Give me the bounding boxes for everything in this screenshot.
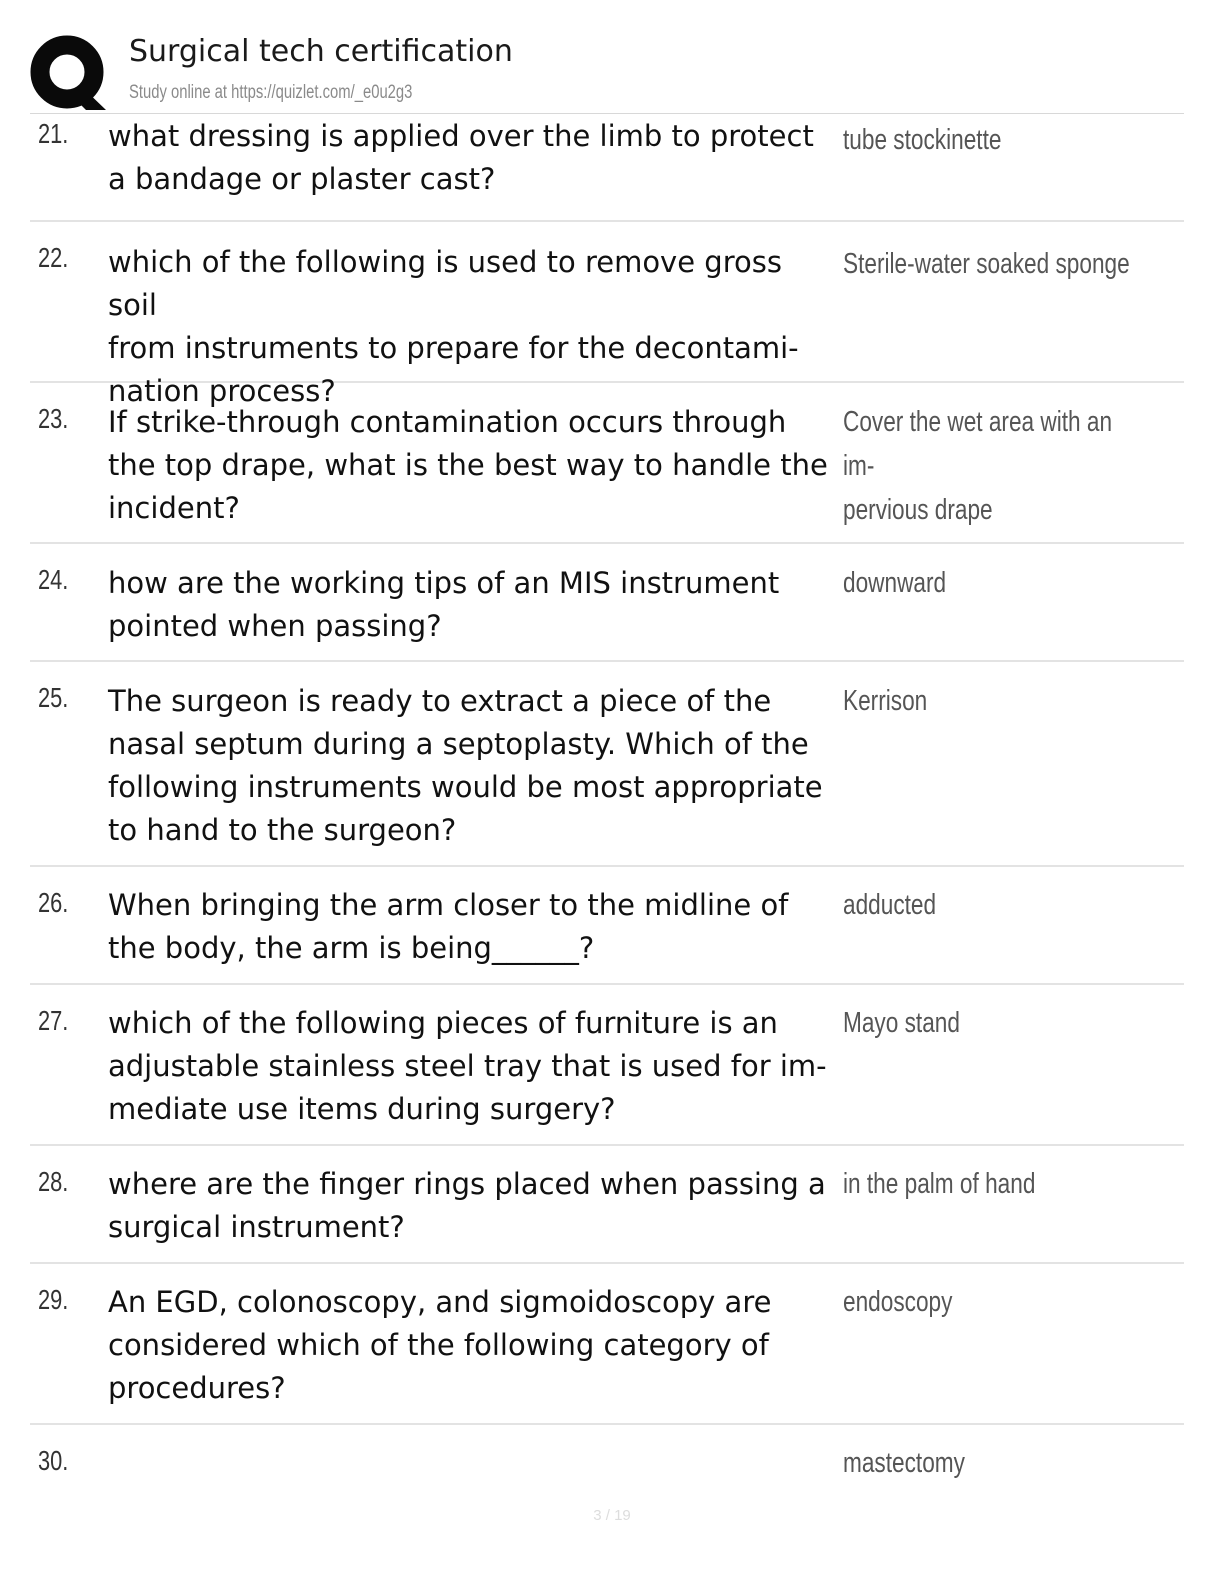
card-number: 27. bbox=[38, 1005, 69, 1036]
card-definition: in the palm of hand bbox=[843, 1168, 1036, 1200]
page-header bbox=[30, 28, 1184, 114]
card-number: 21. bbox=[38, 118, 69, 149]
card-number: 25. bbox=[38, 682, 69, 713]
page-number: 3 / 19 bbox=[593, 1507, 631, 1524]
study-online-link[interactable]: Study online at https://quizlet.com/_e0u2g3 bbox=[129, 82, 413, 103]
card-term: The surgeon is ready to extract a piece of the nasal septum during a septoplasty. Which of the following instruments would be most appropriate to hand to the surgeon? bbox=[108, 684, 823, 847]
card-number: 23. bbox=[38, 403, 69, 434]
card-definition: mastectomy bbox=[843, 1447, 965, 1479]
card-definition: tube stockinette bbox=[843, 124, 1002, 156]
flashcard-list bbox=[30, 114, 1184, 1495]
card-term: which of the following pieces of furniture is an adjustable stainless steel tray that is used for im- mediate use items during surgery? bbox=[108, 1006, 827, 1126]
card-definition: Mayo stand bbox=[843, 1007, 960, 1039]
flashcard-row bbox=[30, 544, 1184, 662]
quizlet-q-logo-icon bbox=[30, 34, 108, 112]
card-definition: endoscopy bbox=[843, 1286, 953, 1318]
card-term: which of the following is used to remove gross soil from instruments to prepare for the decontami- nation process? bbox=[108, 245, 799, 408]
flashcard-row bbox=[30, 114, 1184, 222]
card-term: If strike-through contamination occurs through the top drape, what is the best way to handle the incident? bbox=[108, 405, 828, 525]
card-term: how are the working tips of an MIS instrument pointed when passing? bbox=[108, 566, 780, 643]
card-definition: downward bbox=[843, 567, 947, 599]
card-term: where are the finger rings placed when passing a surgical instrument? bbox=[108, 1167, 826, 1244]
flashcard-row bbox=[30, 867, 1184, 985]
flashcard-row bbox=[30, 222, 1184, 408]
card-term: When bringing the arm closer to the midline of the body, the arm is being______? bbox=[108, 888, 789, 965]
card-number: 24. bbox=[38, 564, 69, 595]
card-number: 29. bbox=[38, 1284, 69, 1315]
set-title: Surgical tech certification bbox=[129, 34, 513, 69]
flashcard-row bbox=[30, 1146, 1184, 1264]
card-term: what dressing is applied over the limb to protect a bandage or plaster cast? bbox=[108, 119, 814, 196]
card-number: 22. bbox=[38, 242, 69, 273]
card-definition: adducted bbox=[843, 889, 937, 921]
card-number: 30. bbox=[38, 1445, 69, 1476]
card-number: 28. bbox=[38, 1166, 69, 1197]
card-definition: Kerrison bbox=[843, 685, 928, 717]
flashcard-row bbox=[30, 383, 1184, 544]
card-definition: Cover the wet area with an im- pervious drape bbox=[843, 406, 1113, 526]
card-number: 26. bbox=[38, 887, 69, 918]
flashcard-row bbox=[30, 662, 1184, 867]
flashcard-row bbox=[30, 1425, 1184, 1495]
card-term: An EGD, colonoscopy, and sigmoidoscopy are considered which of the following category of procedures? bbox=[108, 1285, 772, 1405]
flashcard-row bbox=[30, 985, 1184, 1146]
card-definition: Sterile-water soaked sponge bbox=[843, 248, 1130, 280]
flashcard-row bbox=[30, 1264, 1184, 1425]
